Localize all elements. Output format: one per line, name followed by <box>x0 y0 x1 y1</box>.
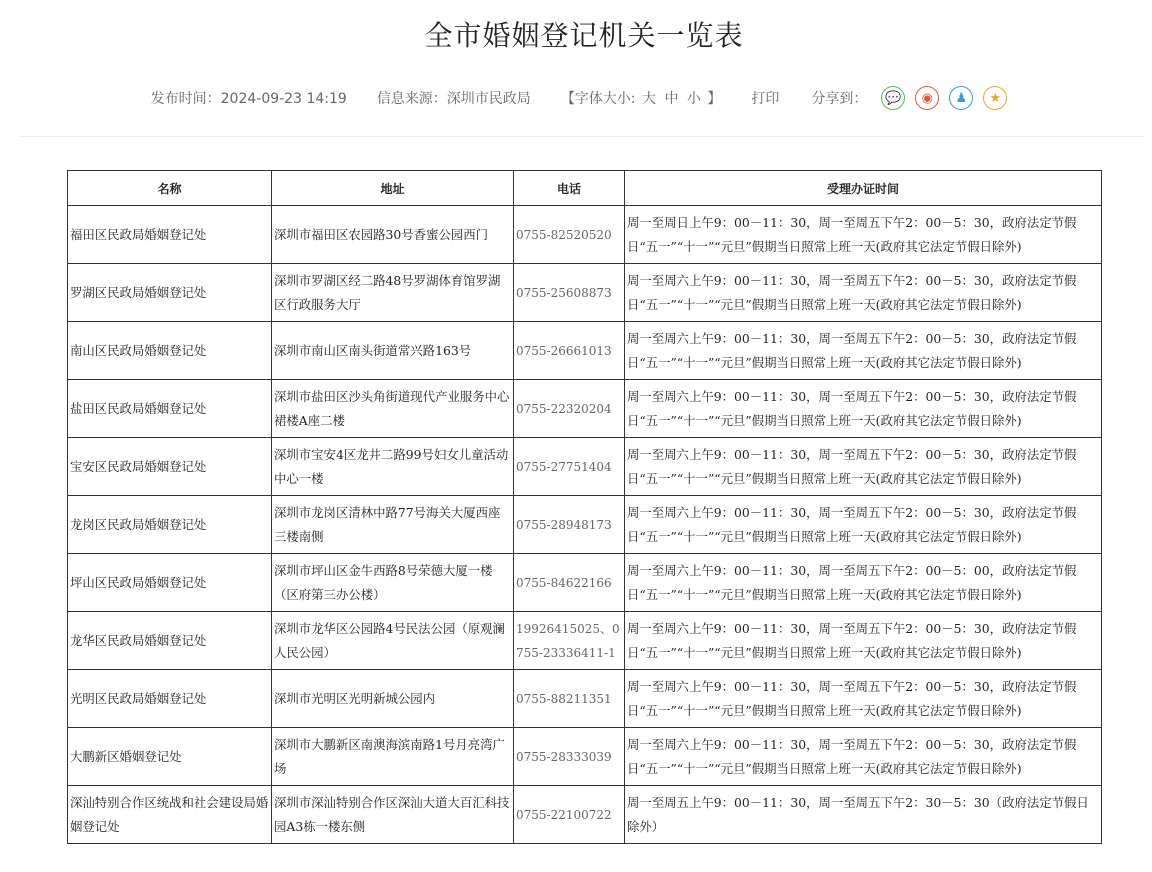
font-large-link[interactable]: 大 <box>641 91 656 107</box>
table-row <box>68 496 1102 554</box>
cell-phone: 0755-28333039 <box>514 728 625 786</box>
cell-address: 深圳市罗湖区经二路48号罗湖体育馆罗湖区行政服务大厅 <box>272 264 514 322</box>
cell-name: 龙岗区民政局婚姻登记处 <box>68 496 272 554</box>
share-icons <box>881 86 1017 110</box>
cell-hours: 周一至周六上午9：00－11：30，周一至周五下午2：00－5：30，政府法定节假日“五一”“十一”“元旦”假期当日照常上班一天(政府其它法定节假日除外) <box>625 438 1102 496</box>
cell-name: 龙华区民政局婚姻登记处 <box>68 612 272 670</box>
cell-phone: 0755-25608873 <box>514 264 625 322</box>
print-link[interactable]: 打印 <box>751 91 780 107</box>
article-meta-bar <box>0 86 1152 110</box>
registry-table <box>67 170 1102 844</box>
cell-hours: 周一至周五上午9：00－11：30，周一至周五下午2：30－5：30（政府法定节假日除外） <box>625 786 1102 844</box>
cell-name: 南山区民政局婚姻登记处 <box>68 322 272 380</box>
font-size-suffix: 】 <box>707 91 722 107</box>
cell-hours: 周一至周六上午9：00－11：30，周一至周五下午2：00－5：30，政府法定节假日“五一”“十一”“元旦”假期当日照常上班一天(政府其它法定节假日除外) <box>625 264 1102 322</box>
cell-hours: 周一至周六上午9：00－11：30，周一至周五下午2：00－5：30，政府法定节假日“五一”“十一”“元旦”假期当日照常上班一天(政府其它法定节假日除外) <box>625 670 1102 728</box>
cell-phone: 0755-84622166 <box>514 554 625 612</box>
cell-phone: 19926415025、0755-23336411-1 <box>514 612 625 670</box>
cell-phone: 0755-82520520 <box>514 206 625 264</box>
cell-phone: 0755-22100722 <box>514 786 625 844</box>
cell-address: 深圳市盐田区沙头角街道现代产业服务中心裙楼A座二楼 <box>272 380 514 438</box>
share-label: 分享到： <box>811 91 868 107</box>
wechat-icon[interactable]: 💬 <box>881 86 905 110</box>
cell-name: 宝安区民政局婚姻登记处 <box>68 438 272 496</box>
table-body <box>68 206 1102 844</box>
cell-name: 大鹏新区婚姻登记处 <box>68 728 272 786</box>
cell-phone: 0755-28948173 <box>514 496 625 554</box>
cell-hours: 周一至周六上午9：00－11：30，周一至周五下午2：00－5：30，政府法定节假日“五一”“十一”“元旦”假期当日照常上班一天(政府其它法定节假日除外) <box>625 380 1102 438</box>
table-row <box>68 728 1102 786</box>
cell-phone: 0755-26661013 <box>514 322 625 380</box>
header-address: 地址 <box>272 171 514 206</box>
header-name: 名称 <box>68 171 272 206</box>
header-hours: 受理办证时间 <box>625 171 1102 206</box>
cell-address: 深圳市光明区光明新城公园内 <box>272 670 514 728</box>
table-row <box>68 438 1102 496</box>
cell-address: 深圳市福田区农园路30号香蜜公园西门 <box>272 206 514 264</box>
cell-name: 光明区民政局婚姻登记处 <box>68 670 272 728</box>
table-row <box>68 670 1102 728</box>
font-size-control <box>561 88 722 108</box>
table-row <box>68 264 1102 322</box>
cell-hours: 周一至周六上午9：00－11：30，周一至周五下午2：00－5：00，政府法定节假日“五一”“十一”“元旦”假期当日照常上班一天(政府其它法定节假日除外) <box>625 554 1102 612</box>
font-size-prefix: 【字体大小: <box>560 91 636 107</box>
qq-icon[interactable]: ♟ <box>949 86 973 110</box>
table-row <box>68 786 1102 844</box>
weibo-icon[interactable]: ◉ <box>915 86 939 110</box>
divider <box>20 136 1144 137</box>
cell-name: 深汕特别合作区统战和社会建设局婚姻登记处 <box>68 786 272 844</box>
cell-phone: 0755-88211351 <box>514 670 625 728</box>
cell-phone: 0755-27751404 <box>514 438 625 496</box>
header-phone: 电话 <box>514 171 625 206</box>
cell-address: 深圳市龙岗区清林中路77号海关大厦西座三楼南侧 <box>272 496 514 554</box>
cell-hours: 周一至周日上午9：00－11：30，周一至周五下午2：00－5：30，政府法定节假日“五一”“十一”“元旦”假期当日照常上班一天(政府其它法定节假日除外) <box>625 206 1102 264</box>
cell-address: 深圳市宝安4区龙井二路99号妇女儿童活动中心一楼 <box>272 438 514 496</box>
cell-address: 深圳市坪山区金牛西路8号荣德大厦一楼（区府第三办公楼） <box>272 554 514 612</box>
cell-address: 深圳市南山区南头街道常兴路163号 <box>272 322 514 380</box>
info-source: 信息来源：深圳市民政局 <box>376 91 531 107</box>
qzone-icon[interactable]: ★ <box>983 86 1007 110</box>
cell-address: 深圳市龙华区公园路4号民法公园（原观澜人民公园） <box>272 612 514 670</box>
share-bar <box>811 86 1017 110</box>
cell-phone: 0755-22320204 <box>514 380 625 438</box>
font-small-link[interactable]: 小 <box>686 91 701 107</box>
page-title: 全市婚姻登记机关一览表 <box>424 19 744 52</box>
cell-name: 坪山区民政局婚姻登记处 <box>68 554 272 612</box>
cell-hours: 周一至周六上午9：00－11：30，周一至周五下午2：00－5：30，政府法定节假日“五一”“十一”“元旦”假期当日照常上班一天(政府其它法定节假日除外) <box>625 496 1102 554</box>
table-row <box>68 612 1102 670</box>
font-medium-link[interactable]: 中 <box>664 91 679 107</box>
cell-name: 罗湖区民政局婚姻登记处 <box>68 264 272 322</box>
cell-address: 深圳市大鹏新区南澳海滨南路1号月亮湾广场 <box>272 728 514 786</box>
cell-hours: 周一至周六上午9：00－11：30，周一至周五下午2：00－5：30，政府法定节假日“五一”“十一”“元旦”假期当日照常上班一天(政府其它法定节假日除外) <box>625 728 1102 786</box>
table-row <box>68 322 1102 380</box>
cell-address: 深圳市深汕特别合作区深汕大道大百汇科技园A3栋一楼东侧 <box>272 786 514 844</box>
cell-name: 盐田区民政局婚姻登记处 <box>68 380 272 438</box>
cell-hours: 周一至周六上午9：00－11：30，周一至周五下午2：00－5：30，政府法定节假日“五一”“十一”“元旦”假期当日照常上班一天(政府其它法定节假日除外) <box>625 612 1102 670</box>
table-row <box>68 380 1102 438</box>
table-row <box>68 554 1102 612</box>
table-row <box>68 206 1102 264</box>
table-header-row <box>68 171 1102 206</box>
publish-time: 发布时间：2024-09-23 14:19 <box>150 91 347 107</box>
cell-name: 福田区民政局婚姻登记处 <box>68 206 272 264</box>
cell-hours: 周一至周六上午9：00－11：30，周一至周五下午2：00－5：30，政府法定节假日“五一”“十一”“元旦”假期当日照常上班一天(政府其它法定节假日除外) <box>625 322 1102 380</box>
